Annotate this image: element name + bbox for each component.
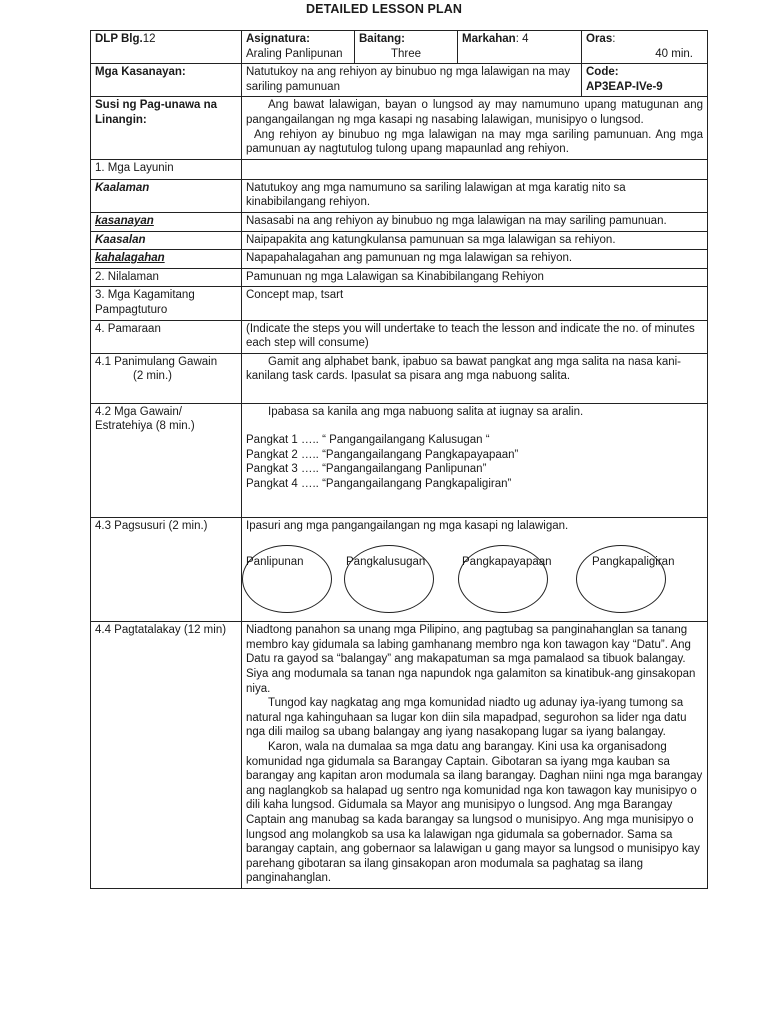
kagamitan-label: 3. Mga Kagamitang Pampagtuturo <box>91 287 242 320</box>
concept-label-pangkapayapaan: Pangkapayapaan <box>462 556 552 569</box>
lesson-plan-table <box>90 30 708 889</box>
markahan-value: : 4 <box>515 33 529 45</box>
pagsusuri-content <box>242 517 708 622</box>
susi-paragraph-1: Ang bawat lalawigan, bayan o lungsod ay may namumuno upang matugunan ang pangangailangan ng mga kasapi ng nasabing lalawigan, munisipyo o lungsod. <box>246 99 703 126</box>
dlp-cell <box>91 31 242 64</box>
code-cell <box>582 64 708 97</box>
dlp-value: 12 <box>142 33 156 45</box>
gawain-item-1: Pangkat 1 ….. “ Pangangailangang Kalusugan “ <box>246 434 490 447</box>
gawain-item-3: Pangkat 3 ….. “Pangangailangang Panlipunan” <box>246 463 487 476</box>
susi-paragraph-2: Ang rehiyon ay binubuo ng mga lalawigan na may mga sariling pamunuan. Ang mga pamunuan ay nagtutulog tulong upang mapaunlad ang rehiyon. <box>246 128 703 156</box>
pagtatalakay-content <box>242 622 708 889</box>
concept-map <box>246 539 703 619</box>
header-row <box>91 31 708 64</box>
pagtatalakay-row <box>91 622 708 889</box>
gawain-intro: Ipabasa sa kanila ang mga nabuong salita at iugnay sa aralin. <box>268 405 584 418</box>
pagtatalakay-label: 4.4 Pagtatalakay (12 min) <box>91 622 242 889</box>
pagtatalakay-paragraph-1: Niadtong panahon sa unang mga Pilipino, ang pagtubag sa panginahanglan sa tanang membro kay gidumala sa labing gamhanang membro nga kon tawagon kay “Datu”. Ang Datu ra gayod sa “balangay” ang makapatuman sa mga pamalaod sa tibuok balangay. Siya ang modumala sa tanan nga napundok nga galamiton sa kinatibuk-ang ginsakopan niya. <box>246 624 696 695</box>
asignatura-cell <box>242 31 355 64</box>
code-value: AP3EAP-IVe-9 <box>586 80 663 93</box>
kasanayan-objective-row <box>91 212 708 231</box>
oras-cell <box>582 31 708 64</box>
kaasalan-row <box>91 231 708 250</box>
baitang-value: Three <box>390 47 422 60</box>
gawain-label: 4.2 Mga Gawain/ Estratehiya (8 min.) <box>91 403 242 517</box>
kaalaman-row <box>91 179 708 212</box>
susi-label: Susi ng Pag-unawa na Linangin: <box>91 97 242 159</box>
baitang-cell <box>355 31 458 64</box>
oras-label: Oras <box>586 33 613 45</box>
kaasalan-text: Naipapakita ang katungkulansa pamunuan sa mga lalawigan sa rehiyon. <box>242 231 708 250</box>
pamaraan-row <box>91 320 708 353</box>
markahan-cell <box>458 31 582 64</box>
concept-label-panlipunan: Panlipunan <box>246 556 304 569</box>
layunin-label: 1. Mga Layunin <box>91 159 242 179</box>
panimulang-row <box>91 353 708 403</box>
pamaraan-text: (Indicate the steps you will undertake to teach the lesson and indicate the no. of minutes each step will consume) <box>242 320 708 353</box>
baitang-label: Baitang: <box>359 33 405 45</box>
kaalaman-text: Natutukoy ang mga namumuno sa sariling lalawigan at mga karatig nito sa kinabibilangang rehiyon. <box>242 179 708 212</box>
dlp-label: DLP Blg. <box>95 33 143 45</box>
layunin-row <box>91 159 708 179</box>
pagsusuri-label: 4.3 Pagsusuri (2 min.) <box>91 517 242 622</box>
concept-label-pangkalusugan: Pangkalusugan <box>346 556 426 569</box>
kaasalan-label: Kaasalan <box>91 231 242 250</box>
pagsusuri-row <box>91 517 708 622</box>
pagtatalakay-paragraph-3: Karon, wala na dumalaa sa mga datu ang barangay. Kini usa ka organisadong komunidad nga gidumala sa Barangay Captain. Gibotaran sa iyang mga kauban sa barangay ang kapitan aron modumala sa ilang barangay. Daghan niini nga mga barangay ang naglangkob sa halapad ug sentro nga komunidad nga kon tawagon kay munisipyo o dili kaha lungsod. Gidumala sa Mayor ang munisipyo o lungsod. Ang mga Barangay Captain ang manubag sa kada barangay sa lungsod o munisipyo. Ang mga munisipyo o lungsod ang molangkob sa usa ka lalawigan nga gidumala sa gobernador. Sama sa barangay captain, ang gobernaor sa lalawigan u gang mayor sa lungsod o munisipyo kay parehang gibotaran sa ilang ginsakopan aron modumala sa paghatag sa ilang panginahanglan. <box>246 741 703 885</box>
oras-value: 40 min. <box>655 47 693 60</box>
kasanayan-objective-text: Nasasabi na ang rehiyon ay binubuo ng mga lalawigan na may sariling pamunuan. <box>242 212 708 231</box>
asignatura-label: Asignatura: <box>246 33 310 45</box>
nilalaman-text: Pamunuan ng mga Lalawigan sa Kinabibilangang Rehiyon <box>242 268 708 287</box>
kahalagahan-label: kahalagahan <box>91 250 242 269</box>
susi-row <box>91 97 708 159</box>
gawain-item-2: Pangkat 2 ….. “Pangangailangang Pangkapayapaan” <box>246 448 519 461</box>
kahalagahan-text: Napapahalagahan ang pamunuan ng mga lalawigan sa rehiyon. <box>242 250 708 269</box>
oras-colon: : <box>612 33 616 45</box>
kaalaman-label: Kaalaman <box>91 179 242 212</box>
panimulang-text: Gamit ang alphabet bank, ipabuo sa bawat pangkat ang mga salita na nasa kani-kanilang task cards. Ipasulat sa pisara ang mga nabuong salita. <box>242 353 708 403</box>
susi-text <box>242 97 708 159</box>
kasanayan-objective-label: kasanayan <box>91 212 242 231</box>
pamaraan-label: 4. Pamaraan <box>91 320 242 353</box>
nilalaman-label: 2. Nilalaman <box>91 268 242 287</box>
gawain-item-4: Pangkat 4 ….. “Pangangailangang Pangkapaligiran” <box>246 478 512 491</box>
code-label: Code: <box>586 66 619 79</box>
gawain-row <box>91 403 708 517</box>
asignatura-value: Araling Panlipunan <box>246 47 343 60</box>
gawain-content <box>242 403 708 517</box>
pagtatalakay-paragraph-2: Tungod kay nagkatag ang mga komunidad niadto ug adunay iya-iyang tumong sa natural nga kahinguhaan sa lugar kon diin sila mapadpad, segurohon sa lider nga datu nga dili mailog sa ubang balangay ang iyang nasakopang lugar sa iyang balangay. <box>246 697 687 739</box>
markahan-label: Markahan <box>462 33 516 45</box>
kasanayan-label: Mga Kasanayan: <box>91 64 242 97</box>
kasanayan-text: Natutukoy na ang rehiyon ay binubuo ng mga lalawigan na may sariling pamunuan <box>242 64 582 97</box>
kagamitan-text: Concept map, tsart <box>242 287 708 320</box>
kasanayan-row <box>91 64 708 97</box>
kagamitan-row <box>91 287 708 320</box>
document-title: DETAILED LESSON PLAN <box>306 2 462 16</box>
concept-label-pangkapaligiran: Pangkapaligiran <box>592 556 675 569</box>
kahalagahan-row <box>91 250 708 269</box>
panimulang-label: 4.1 Panimulang Gawain (2 min.) <box>91 353 242 403</box>
nilalaman-row <box>91 268 708 287</box>
pagsusuri-text: Ipasuri ang mga pangangailangan ng mga kasapi ng lalawigan. <box>246 519 569 532</box>
